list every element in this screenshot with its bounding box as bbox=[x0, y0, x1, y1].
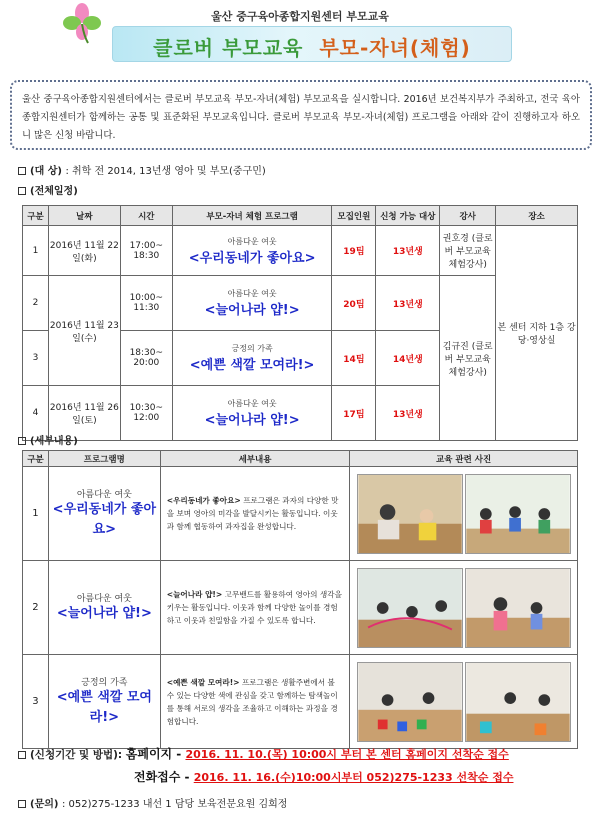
activity-photo bbox=[357, 474, 463, 554]
checkbox-square-icon bbox=[18, 437, 26, 445]
checkbox-square-icon bbox=[18, 751, 26, 759]
activity-photo bbox=[465, 662, 571, 742]
photo-cell bbox=[350, 561, 578, 655]
table-row: 2 아름다운 여웃 <늘어나라 얍!> <늘어나라 얍!> 고무밴드를 활용하여 영아의 생각을 키우는 활동입니다. 이웃과 함께 다양한 놀이를 경험하고 이웃과 친밀함을 가질 수 있도록 합니다. bbox=[23, 561, 578, 655]
instructor-1: 권호경 (클로버 부모교육 체험강사) bbox=[440, 226, 496, 276]
photo-cell bbox=[350, 467, 578, 561]
apply-home: (신청기간 및 방법): 홈페이지 - 2016. 11. 10.(목) 10:00시 부터 본 센터 홈페이지 선착순 접수 bbox=[18, 745, 509, 762]
header-subtitle: 울산 중구육아종합지원센터 부모교육 bbox=[211, 10, 389, 23]
header bbox=[0, 0, 600, 70]
table-row: 1 2016년 11월 22일(화) 17:00~ 18:30 아름다운 여웃 <우리동네가 좋아요> 19팀 13년생 권호경 (클로버 부모교육 체험강사) 본 센터 지하 1층 강당·영상실 bbox=[23, 226, 578, 276]
detail-table bbox=[22, 450, 578, 749]
checkbox-square-icon bbox=[18, 167, 26, 175]
table-row: 2 2016년 11월 23일(수) 10:00~ 11:30 아름다운 여웃 <늘어나라 얍!> 20팀 13년생 김규진 (클로버 부모교육 체험강사) bbox=[23, 276, 578, 331]
detail-label: (세부내용) bbox=[18, 432, 78, 447]
detail-header-row: 구분 프로그램명 세부내용 교육 관련 사진 bbox=[23, 451, 578, 467]
schedule-table bbox=[22, 205, 578, 441]
checkbox-square-icon bbox=[18, 800, 26, 808]
schedule-label: (전체일정) bbox=[18, 182, 78, 197]
schedule-header-row: 구분 날짜 시간 부모-자녀 체험 프로그램 모집인원 신청 가능 대상 강사 장소 bbox=[23, 206, 578, 226]
table-row: 3 긍정의 가족 <예쁜 색깔 모여라!> <예쁜 색깔 모여라!> 프로그램은 생활주변에서 볼 수 있는 다양한 색에 관심을 갖고 함께하는 탐색놀이를 통해 서로의 생각을 조율하고 이해하는 과정을 경험합니다. bbox=[23, 655, 578, 749]
date-cell-shared: 2016년 11월 23일(수) bbox=[48, 276, 120, 386]
apply-phone: 전화접수 - 2016. 11. 16.(수)10:00시부터 052)275-1233 선착순 접수 bbox=[134, 770, 514, 784]
activity-photo bbox=[465, 474, 571, 554]
instructor-2: 김규진 (클로버 부모교육 체험강사) bbox=[440, 276, 496, 441]
place-cell: 본 센터 지하 1층 강당·영상실 bbox=[496, 226, 578, 441]
activity-photo bbox=[357, 662, 463, 742]
title-banner bbox=[112, 26, 512, 62]
intro-text: 울산 중구육아종합지원센터에서는 클로버 부모교육 부모-자녀(체험) 부모교육을 실시합니다. 2016년 보건복지부가 주최하고, 전국 육아종합지원센터가 함께하는 공통 및 표준화된 부모교육입니다. 클로버 부모교육 부모-자녀(체험) 프로그램을 아래와 같이 진행하고자 하오니 많은 신청 바랍니다. bbox=[10, 80, 592, 150]
photo-cell bbox=[350, 655, 578, 749]
page-title: 클로버 부모교육 부모-자녀(체험) bbox=[153, 36, 471, 60]
table-row: 1 아름다운 여웃 <우리동네가 좋아요> <우리동네가 좋아요> 프로그램은 과자의 다양한 맛을 보며 영아의 미각을 발달시키는 활동입니다. 이웃과 함께 협동하여 과자집을 완성합니다. bbox=[23, 467, 578, 561]
table-row: 3 18:30~ 20:00 긍정의 가족 <예쁜 색깔 모여라!> 14팀 14년생 bbox=[23, 331, 578, 386]
checkbox-square-icon bbox=[18, 187, 26, 195]
contact-line: (문의) : 052)275-1233 내선 1 담당 보육전문요원 김희정 bbox=[18, 795, 287, 810]
activity-photo bbox=[357, 568, 463, 648]
table-row: 4 2016년 11월 26일(토) 10:30~ 12:00 아름다운 여웃 <늘어나라 얍!> 17팀 13년생 bbox=[23, 386, 578, 441]
target-line: (대 상) : 취학 전 2014, 13년생 영아 및 부모(중구민) bbox=[18, 162, 266, 177]
activity-photo bbox=[465, 568, 571, 648]
